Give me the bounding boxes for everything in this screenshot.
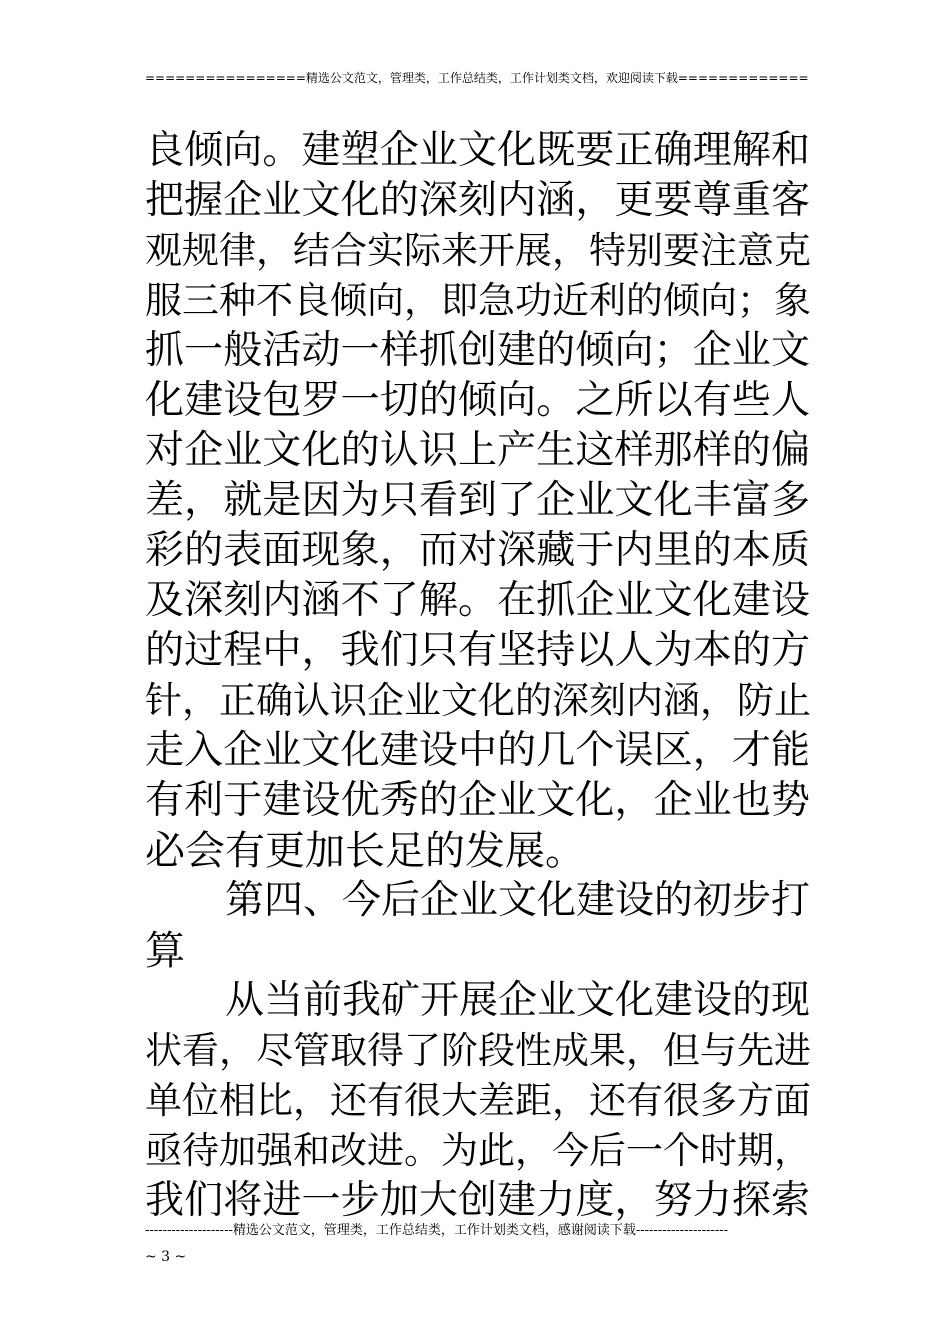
body-line: 走入企业文化建设中的几个误区，才能 bbox=[145, 728, 810, 773]
body-line: 单位相比，还有很大差距，还有很多方面 bbox=[145, 1079, 811, 1122]
body-line: 从当前我矿开展企业文化建设的现 bbox=[225, 978, 811, 1023]
body-text bbox=[145, 126, 810, 1226]
body-line: 观规律，结合实际来开展，特别要注意克 bbox=[145, 229, 811, 272]
body-line: 的过程中，我们只有坚持以人为本的方 bbox=[145, 628, 810, 673]
page-header: ================精选公文范文，管理类，工作总结类，工作计划类文档，欢迎阅读下载============= bbox=[145, 71, 809, 85]
body-line: 状看，尽管取得了阶段性成果，但与先进 bbox=[145, 1029, 811, 1072]
body-line: 抓一般活动一样抓创建的倾向；企业文 bbox=[145, 328, 810, 373]
body-line: 必会有更加长足的发展。 bbox=[145, 828, 585, 874]
body-line: 差，就是因为只看到了企业文化丰富多 bbox=[145, 478, 810, 523]
body-line: 对企业文化的认识上产生这样那样的偏 bbox=[145, 428, 810, 473]
body-line: 亟待加强和改进。为此，今后一个时期， bbox=[145, 1129, 811, 1172]
body-line: 我们将进一步加大创建力度，努力探索 bbox=[145, 1178, 810, 1223]
body-line: 及深刻内涵不了解。在抓企业文化建设 bbox=[145, 578, 810, 623]
page-number: ~ 3 ~ bbox=[145, 1249, 187, 1265]
body-line: 服三种不良倾向，即急功近利的倾向；象 bbox=[145, 279, 811, 322]
body-line: 把握企业文化的深刻内涵，更要尊重客 bbox=[145, 178, 810, 223]
page-footer: --------------------精选公文范文，管理类，工作总结类，工作计划类文档，感谢阅读下载--------------------- bbox=[145, 1223, 729, 1238]
body-line: 化建设包罗一切的倾向。之所以有些人 bbox=[145, 378, 810, 423]
section-heading-line: 算 bbox=[145, 928, 185, 974]
body-line: 彩的表面现象，而对深藏于内里的本质 bbox=[145, 528, 810, 573]
body-line: 有利于建设优秀的企业文化，企业也势 bbox=[145, 778, 810, 823]
body-line: 良倾向。建塑企业文化既要正确理解和 bbox=[145, 128, 810, 173]
body-line: 针，正确认识企业文化的深刻内涵，防止 bbox=[145, 679, 811, 722]
section-heading-line: 第四、今后企业文化建设的初步打 bbox=[225, 878, 811, 923]
